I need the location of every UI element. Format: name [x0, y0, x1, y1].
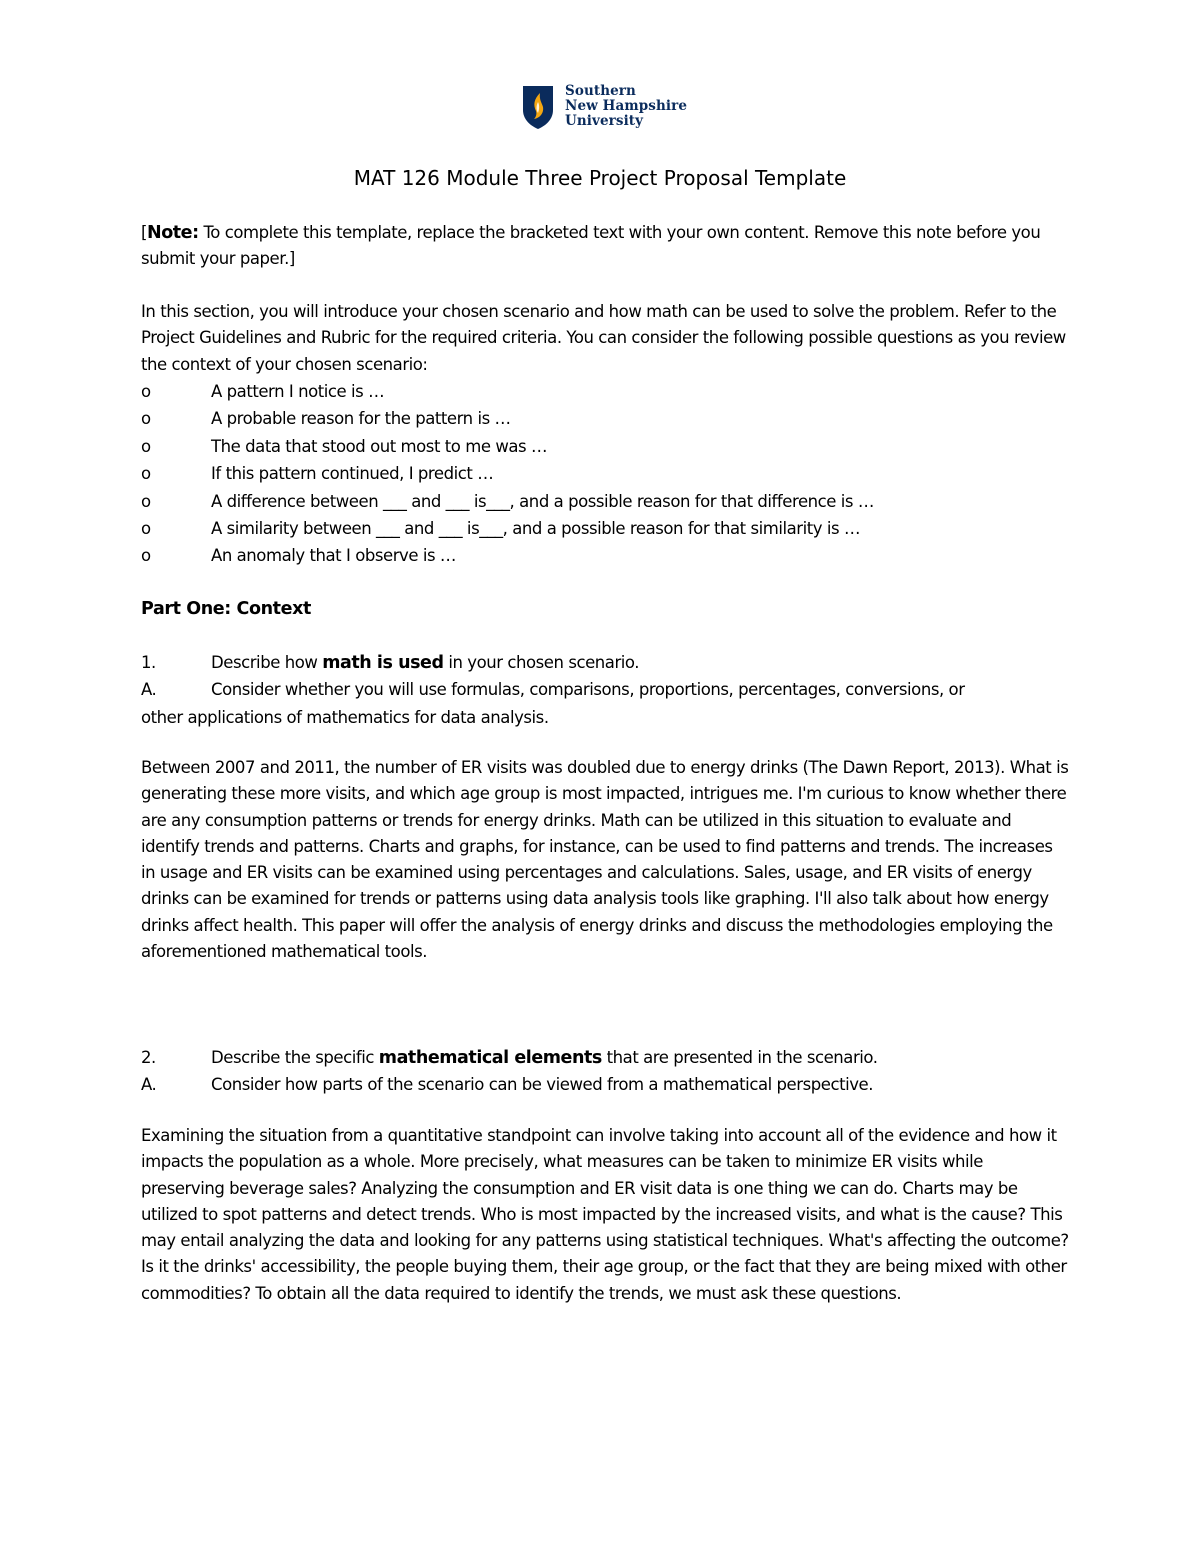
- prompt-item-1: [141, 649, 1071, 731]
- prompt-line: [141, 649, 1071, 676]
- prompt-line: [141, 1044, 1071, 1071]
- logo-wordmark: [565, 84, 687, 129]
- answer-paragraph-2: [141, 1123, 1071, 1307]
- intro-text: In this section, you will introduce your chosen scenario and how math can be used to solve the problem. Refer to the Project Guidelines and Rubric for the required criteria. You can consider the following possible questions as you review the context of your chosen scenario:: [141, 302, 1066, 374]
- intro-paragraph: [141, 299, 1071, 378]
- list-item: [141, 515, 1071, 542]
- shield-flame-icon: [521, 84, 555, 130]
- note-text: To complete this template, replace the bracketed text with your own content. Remove this note before you submit your paper.]: [141, 223, 1041, 269]
- item-number: 2.: [141, 1048, 156, 1067]
- document-title: MAT 126 Module Three Project Proposal Template: [353, 166, 847, 190]
- prompt-post: that are presented in the scenario.: [601, 1048, 878, 1067]
- template-note: [141, 220, 1071, 273]
- sub-prompt-text: Consider how parts of the scenario can be viewed from a mathematical perspective.: [211, 1075, 874, 1095]
- answer-text-2: Examining the situation from a quantitative standpoint can involve taking into account all of the evidence and how it impacts the population as a whole. More precisely, what measures can be taken to minimize ER visits while preserving beverage sales? Analyzing the consumption and ER visit data is one thing we can do. Charts may be utilized to spot patterns and detect trends. Who is most impacted by the increased visits, and what is the cause? This may entail analyzing the data and looking for any patterns using statistical techniques. What's affecting the outcome? Is it the drinks' accessibility, the people buying them, their age group, or the fact that they are being mixed with other commodities? To obtain all the data required to identify the trends, we must ask these questions.: [141, 1126, 1069, 1303]
- university-logo: [521, 84, 687, 130]
- bullet-marker: o: [141, 409, 151, 429]
- list-item: [141, 378, 1071, 405]
- prompt-bold: mathematical elements: [378, 1048, 602, 1068]
- sub-prompt-line: [141, 1071, 1071, 1098]
- list-item-text: The data that stood out most to me was …: [211, 436, 548, 456]
- question-list: [141, 378, 1071, 570]
- list-item-text: If this pattern continued, I predict …: [211, 464, 494, 484]
- list-item-text: A probable reason for the pattern is …: [211, 409, 511, 429]
- answer-text-1: Between 2007 and 2011, the number of ER visits was doubled due to energy drinks (The Dawn Report, 2013). What is generating these more visits, and which age group is most impacted, intrigues me. I'm curious to know whether there are any consumption patterns or trends for energy drinks. Math can be utilized in this situation to evaluate and identify trends and patterns. Charts and graphs, for instance, can be used to find patterns and trends. The increases in usage and ER visits can be examined using percentages and calculations. Sales, usage, and ER visits of energy drinks can be examined for trends or patterns using data analysis tools like graphing. I'll also talk about how energy drinks affect health. This paper will offer the analysis of energy drinks and discuss the methodologies employing the aforementioned mathematical tools.: [141, 758, 1069, 962]
- list-item: [141, 460, 1071, 487]
- bullet-marker: o: [141, 464, 151, 484]
- list-item: [141, 433, 1071, 460]
- logo-line-1: Southern: [565, 83, 636, 99]
- note-label: Note:: [147, 223, 199, 243]
- sub-prompt-text-cont: other applications of mathematics for data analysis.: [141, 707, 549, 727]
- bullet-marker: o: [141, 491, 151, 511]
- list-item-text: A pattern I notice is …: [211, 382, 385, 401]
- sub-item-letter: A.: [141, 1075, 157, 1095]
- bullet-marker: o: [141, 518, 151, 538]
- list-item-text: A similarity between ___ and ___ is___, and a possible reason for that similarity is …: [211, 518, 861, 538]
- sub-prompt-text: Consider whether you will use formulas, comparisons, proportions, percentages, conversions, or: [211, 680, 965, 700]
- bullet-marker: o: [141, 382, 151, 401]
- logo-line-2: New Hampshire: [565, 98, 688, 114]
- section-heading: Part One: Context: [141, 599, 311, 619]
- sub-prompt-continuation: [141, 704, 1071, 731]
- prompt-text: [211, 649, 639, 676]
- bullet-marker: o: [141, 436, 151, 456]
- list-item-text: An anomaly that I observe is …: [211, 546, 456, 566]
- prompt-pre: Describe the specific: [211, 1048, 379, 1067]
- prompt-text: [211, 1044, 878, 1071]
- note-open-bracket: [: [141, 223, 147, 242]
- item-number: 1.: [141, 653, 156, 672]
- prompt-post: in your chosen scenario.: [443, 653, 640, 672]
- prompt-item-2: [141, 1044, 1071, 1099]
- list-item: [141, 405, 1071, 432]
- answer-paragraph-1: [141, 755, 1071, 965]
- prompt-pre: Describe how: [211, 653, 323, 672]
- sub-prompt-line: [141, 676, 1071, 703]
- list-item: [141, 488, 1071, 515]
- list-item: [141, 542, 1071, 569]
- sub-item-letter: A.: [141, 680, 157, 700]
- bullet-marker: o: [141, 546, 151, 566]
- logo-line-3: University: [565, 113, 644, 129]
- list-item-text: A difference between ___ and ___ is___, and a possible reason for that difference is …: [211, 491, 874, 511]
- prompt-bold: math is used: [322, 653, 444, 673]
